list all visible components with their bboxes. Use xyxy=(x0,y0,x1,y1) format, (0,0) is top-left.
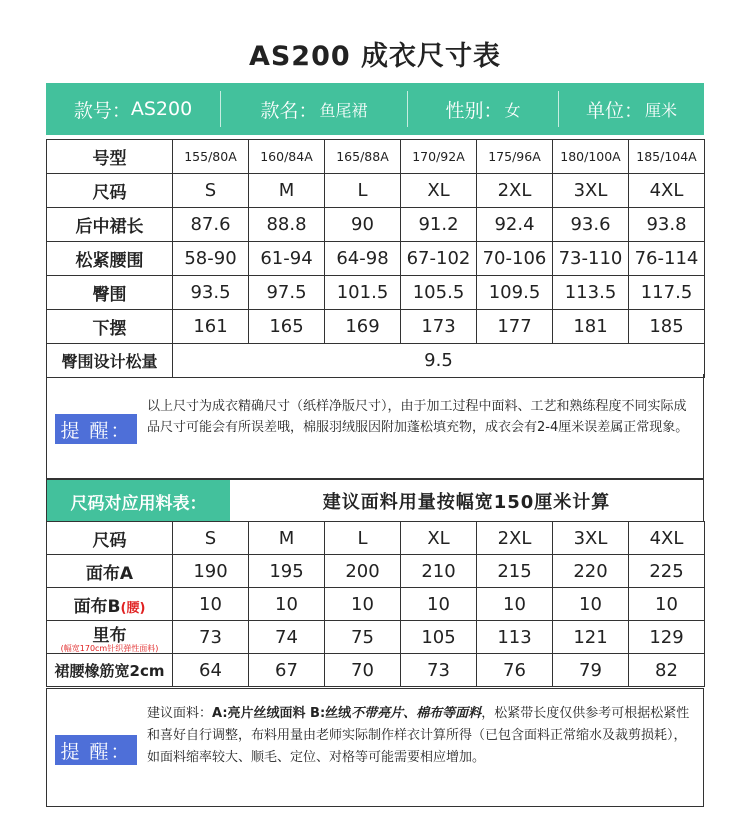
table-cell: 160/84A xyxy=(249,140,325,174)
reminder-badge: 提 醒： xyxy=(55,735,137,765)
table-cell: 175/96A xyxy=(477,140,553,174)
product-info-bar xyxy=(46,83,704,135)
fabric-note-text xyxy=(147,703,691,769)
table-cell: 2XL xyxy=(477,174,553,208)
table-row xyxy=(47,654,705,687)
size-table xyxy=(46,139,705,378)
table-cell: 170/92A xyxy=(401,140,477,174)
table-cell: 73 xyxy=(173,621,249,654)
table-cell: 165/88A xyxy=(325,140,401,174)
fabric-a-suggestion: A:亮片丝绒面料 xyxy=(212,706,306,721)
table-cell: 3XL xyxy=(553,522,629,555)
table-cell: 169 xyxy=(325,310,401,344)
table-cell: 200 xyxy=(325,555,401,588)
table-cell: 113.5 xyxy=(553,276,629,310)
ease-label: 臀围设计松量 xyxy=(47,344,173,378)
table-cell: 76-114 xyxy=(629,242,705,276)
table-cell: 76 xyxy=(477,654,553,687)
table-cell: 101.5 xyxy=(325,276,401,310)
fabric-note xyxy=(46,688,704,807)
table-cell: 93.5 xyxy=(173,276,249,310)
table-cell: 215 xyxy=(477,555,553,588)
table-row xyxy=(47,140,705,174)
table-cell: 75 xyxy=(325,621,401,654)
table-cell: 10 xyxy=(401,588,477,621)
row-label: 下摆 xyxy=(47,310,173,344)
table-cell: S xyxy=(173,174,249,208)
style-number-value: AS200 xyxy=(130,98,193,120)
table-cell: 82 xyxy=(629,654,705,687)
row-label: 后中裙长 xyxy=(47,208,173,242)
lining-label: 里布 xyxy=(92,626,127,646)
table-cell: 64-98 xyxy=(325,242,401,276)
table-cell: 220 xyxy=(553,555,629,588)
table-cell: 181 xyxy=(553,310,629,344)
table-cell: 79 xyxy=(553,654,629,687)
table-cell: 93.8 xyxy=(629,208,705,242)
table-row xyxy=(47,208,705,242)
table-row xyxy=(47,621,705,654)
table-cell: M xyxy=(249,522,325,555)
reminder-text: 以上尺寸为成衣精确尺寸（纸样净版尺寸），由于加工过程中面料、工艺和熟练程度不同实际成品尺寸可能会有所误差哦，棉服羽绒服因附加蓬松填充物，成衣会有2-4厘米误差属正常现象。 xyxy=(147,399,689,435)
style-name-value: 鱼尾裙 xyxy=(319,100,368,120)
fabric-b-suggestion: B:丝绒 xyxy=(305,706,352,721)
style-name-label: 款名： xyxy=(260,99,318,122)
table-cell: 105 xyxy=(401,621,477,654)
table-cell: 117.5 xyxy=(629,276,705,310)
size-note xyxy=(46,374,704,479)
table-row xyxy=(47,555,705,588)
table-cell: 61-94 xyxy=(249,242,325,276)
table-cell: 91.2 xyxy=(401,208,477,242)
style-number-label: 款号： xyxy=(73,99,131,122)
table-cell: 74 xyxy=(249,621,325,654)
table-cell: 10 xyxy=(477,588,553,621)
style-number xyxy=(46,83,220,135)
gender-label: 性别： xyxy=(445,99,503,122)
note-text: ，松紧带长度仅供参考可根据松紧性和喜好自行调整，布料用量由老师实际制作样衣计算所得（已包含面料正常缩水及裁剪损耗），如面料缩率较大、顺毛、定位、对格等可能需要相应增加。 xyxy=(147,706,690,765)
table-cell: 2XL xyxy=(477,522,553,555)
table-cell: 58-90 xyxy=(173,242,249,276)
table-cell: 173 xyxy=(401,310,477,344)
table-row xyxy=(47,242,705,276)
unit xyxy=(559,83,704,135)
table-cell: 190 xyxy=(173,555,249,588)
row-label: 松紧腰围 xyxy=(47,242,173,276)
unit-value: 厘米 xyxy=(645,100,678,120)
row-label: 面布A xyxy=(47,555,173,588)
fabric-b-detail: 不带亮片、棉布等面料 xyxy=(351,706,482,721)
table-cell: XL xyxy=(401,522,477,555)
table-cell: 113 xyxy=(477,621,553,654)
fabric-section-title: 建议面料用量按幅宽150厘米计算 xyxy=(322,492,611,513)
table-cell: 73-110 xyxy=(553,242,629,276)
gender-value: 女 xyxy=(504,100,521,120)
row-label: 臀围 xyxy=(47,276,173,310)
table-cell: 67 xyxy=(249,654,325,687)
table-cell: 90 xyxy=(325,208,401,242)
table-cell: 10 xyxy=(553,588,629,621)
table-cell: 10 xyxy=(325,588,401,621)
table-cell: 10 xyxy=(173,588,249,621)
table-cell: 73 xyxy=(401,654,477,687)
table-cell: 121 xyxy=(553,621,629,654)
table-cell: 87.6 xyxy=(173,208,249,242)
table-cell: 180/100A xyxy=(553,140,629,174)
table-cell: 105.5 xyxy=(401,276,477,310)
table-cell: XL xyxy=(401,174,477,208)
table-row xyxy=(47,344,705,378)
table-cell: 109.5 xyxy=(477,276,553,310)
row-label: 尺码 xyxy=(47,522,173,555)
note-text: 建议面料： xyxy=(147,706,213,721)
fabric-table xyxy=(46,521,705,687)
table-cell: 93.6 xyxy=(553,208,629,242)
table-cell: 3XL xyxy=(553,174,629,208)
fabric-b-label: 面布B xyxy=(73,596,121,617)
table-cell: 225 xyxy=(629,555,705,588)
page-title: AS200 成衣尺寸表 xyxy=(248,41,502,72)
table-cell: 210 xyxy=(401,555,477,588)
table-row xyxy=(47,522,705,555)
lining-sub-label: (幅宽170cm针织弹性面料) xyxy=(60,644,159,653)
table-row xyxy=(47,174,705,208)
table-cell: L xyxy=(325,174,401,208)
table-cell: M xyxy=(249,174,325,208)
reminder-badge: 提 醒： xyxy=(55,414,137,444)
table-cell: L xyxy=(325,522,401,555)
fabric-b-suffix: (腰) xyxy=(120,600,146,616)
ease-value: 9.5 xyxy=(173,344,705,378)
table-cell: 70-106 xyxy=(477,242,553,276)
table-cell: 10 xyxy=(249,588,325,621)
table-cell: 10 xyxy=(629,588,705,621)
table-cell: S xyxy=(173,522,249,555)
row-label: 尺码 xyxy=(47,174,173,208)
table-cell: 185 xyxy=(629,310,705,344)
table-cell: 92.4 xyxy=(477,208,553,242)
table-cell: 4XL xyxy=(629,522,705,555)
table-row xyxy=(47,588,705,621)
table-cell: 185/104A xyxy=(629,140,705,174)
table-cell: 195 xyxy=(249,555,325,588)
fabric-section-label: 尺码对应用料表： xyxy=(47,480,230,522)
table-cell: 129 xyxy=(629,621,705,654)
fabric-section-header xyxy=(46,479,704,522)
table-row xyxy=(47,276,705,310)
table-cell: 88.8 xyxy=(249,208,325,242)
table-row xyxy=(47,310,705,344)
row-label: 裙腰橡筋宽2cm xyxy=(47,654,173,687)
table-cell: 67-102 xyxy=(401,242,477,276)
table-cell: 97.5 xyxy=(249,276,325,310)
row-label: 号型 xyxy=(47,140,173,174)
table-cell: 161 xyxy=(173,310,249,344)
gender xyxy=(408,83,558,135)
table-cell: 70 xyxy=(325,654,401,687)
unit-label: 单位： xyxy=(585,99,643,122)
style-name xyxy=(221,83,407,135)
table-cell: 165 xyxy=(249,310,325,344)
row-label xyxy=(47,588,173,621)
table-cell: 64 xyxy=(173,654,249,687)
table-cell: 4XL xyxy=(629,174,705,208)
table-cell: 155/80A xyxy=(173,140,249,174)
table-cell: 177 xyxy=(477,310,553,344)
row-label xyxy=(47,621,173,654)
